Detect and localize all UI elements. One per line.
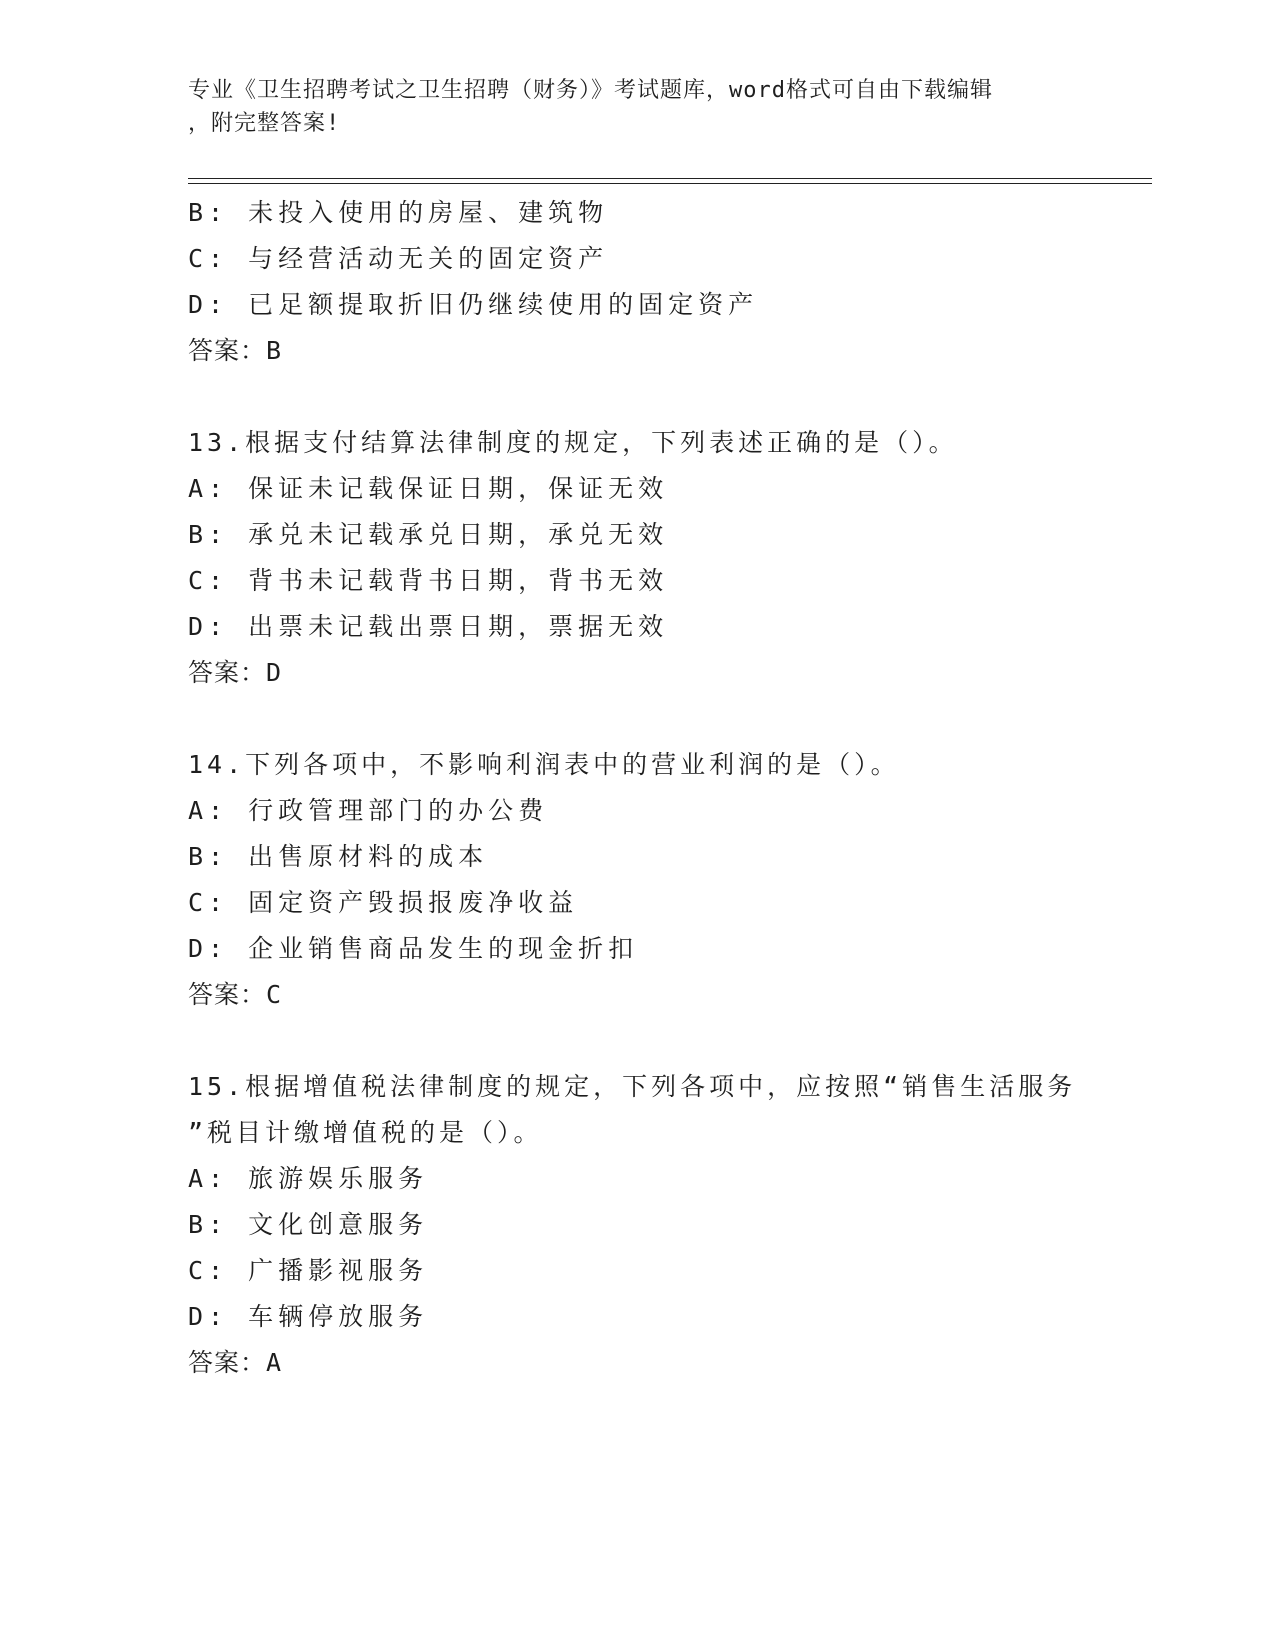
answer-label: 答案： [188,980,267,1009]
option-c: C: 固定资产毁损报废净收益 [188,888,579,917]
question-block-15 [188,1064,1128,1386]
question-block-13 [188,420,1128,696]
header-rule-top [188,178,1152,179]
document-header [188,74,1088,140]
option-b: B: 未投入使用的房屋、建筑物 [188,198,609,227]
question-text: 14.下列各项中，不影响利润表中的营业利润的是（）。 [188,750,900,779]
question-block-prev [188,190,1128,374]
spacer [188,696,1128,742]
question-text-line-2: ”税目计缴增值税的是（）。 [188,1118,543,1147]
option-a: A: 旅游娱乐服务 [188,1164,429,1193]
spacer [188,1018,1128,1064]
answer-value: B [266,336,283,365]
answer-label: 答案： [188,1348,267,1377]
option-d: D: 出票未记载出票日期，票据无效 [188,612,669,641]
answer-line [188,328,1128,374]
answer-line [188,1340,1128,1386]
answer-line [188,650,1128,696]
question-list [188,190,1128,1386]
option-d: D: 车辆停放服务 [188,1302,429,1331]
option-b: B: 承兑未记载承兑日期，承兑无效 [188,520,669,549]
answer-label: 答案： [188,658,267,687]
option-c: C: 与经营活动无关的固定资产 [188,244,609,273]
question-text: 13.根据支付结算法律制度的规定，下列表述正确的是（）。 [188,428,958,457]
header-line-2: ，附完整答案! [188,111,341,136]
answer-value: A [266,1348,283,1377]
option-d: D: 已足额提取折旧仍继续使用的固定资产 [188,290,759,319]
answer-label: 答案： [188,336,267,365]
option-a: A: 保证未记载保证日期，保证无效 [188,474,669,503]
header-line-1: 专业《卫生招聘考试之卫生招聘（财务）》考试题库，word格式可自由下载编辑 [188,78,993,103]
option-c: C: 背书未记载背书日期，背书无效 [188,566,669,595]
question-block-14 [188,742,1128,1018]
answer-value: D [266,658,283,687]
question-text-line-1: 15.根据增值税法律制度的规定，下列各项中，应按照“销售生活服务 [188,1072,1077,1101]
header-rule-bottom [188,183,1152,184]
answer-value: C [266,980,283,1009]
option-b: B: 出售原材料的成本 [188,842,489,871]
option-a: A: 行政管理部门的办公费 [188,796,549,825]
option-d: D: 企业销售商品发生的现金折扣 [188,934,639,963]
option-b: B: 文化创意服务 [188,1210,429,1239]
spacer [188,374,1128,420]
option-c: C: 广播影视服务 [188,1256,429,1285]
answer-line [188,972,1128,1018]
